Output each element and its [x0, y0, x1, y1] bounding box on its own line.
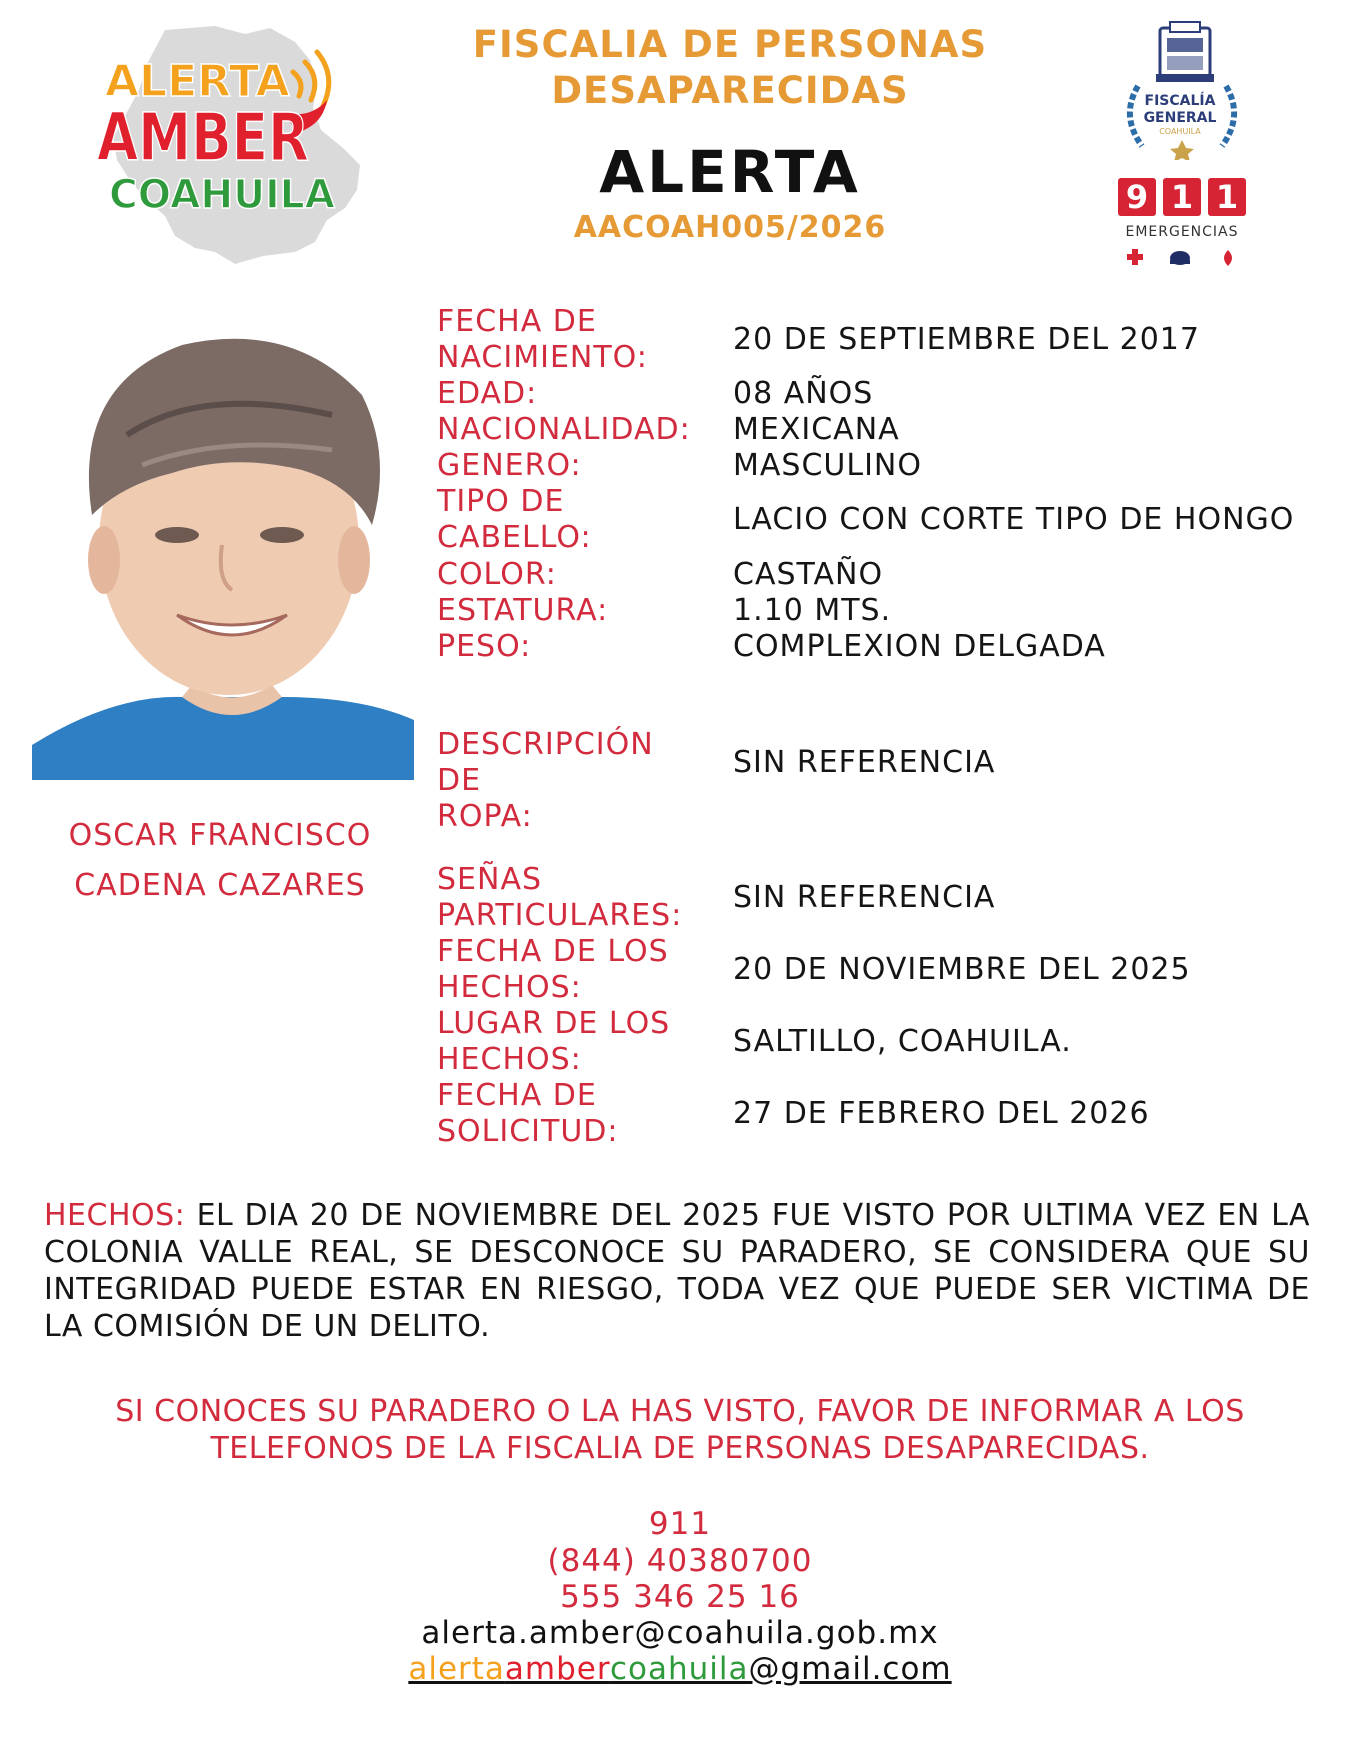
- email-official-link[interactable]: alerta.amber@coahuila.gob.mx: [421, 1615, 939, 1651]
- missing-person-photo: [32, 325, 414, 780]
- field-label-birth-date: [437, 304, 707, 376]
- phone-national[interactable]: 555 346 25 16: [560, 1579, 800, 1615]
- fiscalia-seal-line3: COAHUILA: [1159, 127, 1201, 136]
- field-value-clothing: SIN REFERENCIA: [733, 745, 996, 780]
- label-line: FECHA DE: [437, 304, 597, 339]
- label-line: ROPA:: [437, 799, 533, 834]
- logo-text-coahuila: COAHUILA: [109, 172, 336, 218]
- alert-code: AACOAH005/2026: [573, 210, 887, 245]
- red-cross-icon: [1127, 249, 1143, 265]
- facts-paragraph: [44, 1197, 1310, 1345]
- facts-text: EL DIA 20 DE NOVIEMBRE DEL 2025 FUE VISTO POR ULTIMA VEZ EN LA COLONIA VALLE REAL, SE DESCONOCE SU PARADERO, SE CONSIDERA QUE SU INTEGRIDAD PUEDE ESTAR EN RIESGO, TODA VEZ QUE PUEDE SER VICTIMA DE LA COMISIÓN DE UN DELITO.: [44, 1198, 1310, 1344]
- field-label-nationality: NACIONALIDAD:: [437, 412, 691, 447]
- fiscalia-seal-line2: GENERAL: [1143, 110, 1217, 126]
- email-part-domain: @gmail.com: [748, 1651, 952, 1687]
- emergency-label: EMERGENCIAS: [1125, 224, 1239, 240]
- label-line: CABELLO:: [437, 520, 592, 555]
- field-label-marks: [437, 862, 707, 934]
- fire-icon: [1224, 250, 1232, 266]
- label-line: LUGAR DE LOS: [437, 1006, 671, 1041]
- alerta-amber-logo: [95, 20, 395, 270]
- email-part-coahuila: coahuila: [609, 1651, 749, 1687]
- field-label-weight: PESO:: [437, 629, 532, 664]
- field-label-age: EDAD:: [437, 376, 538, 411]
- police-cap-icon: [1170, 251, 1190, 265]
- emergency-digit: 1: [1163, 178, 1201, 216]
- logo-text-amber: AMBER: [97, 99, 309, 176]
- field-label-color: COLOR:: [437, 557, 557, 592]
- email-part-alerta: alerta: [408, 1651, 505, 1687]
- field-label-clothing: [437, 727, 707, 835]
- logo-text-alerta: ALERTA: [105, 56, 290, 107]
- facts-label: HECHOS:: [44, 1198, 186, 1233]
- emergency-icons: [1118, 246, 1246, 268]
- phone-local[interactable]: (844) 40380700: [547, 1543, 813, 1579]
- label-line: HECHOS:: [437, 1042, 582, 1077]
- call-to-action-line2: TELEFONOS DE LA FISCALIA DE PERSONAS DESAPARECIDAS.: [210, 1431, 1150, 1466]
- label-line: NACIMIENTO:: [437, 340, 648, 375]
- call-to-action: [60, 1393, 1300, 1467]
- email-part-amber: amber: [504, 1651, 610, 1687]
- field-value-event-place: SALTILLO, COAHUILA.: [733, 1024, 1072, 1059]
- field-value-request-date: 27 DE FEBRERO DEL 2026: [733, 1096, 1150, 1131]
- phone-911[interactable]: 911: [648, 1506, 712, 1542]
- field-value-age: 08 AÑOS: [733, 376, 874, 411]
- field-label-event-place: [437, 1006, 707, 1078]
- emergency-911-badge: [1118, 178, 1246, 216]
- label-line: HECHOS:: [437, 970, 582, 1005]
- field-label-hair-type: [437, 484, 707, 556]
- label-line: FECHA DE LOS: [437, 934, 669, 969]
- field-value-hair-type: LACIO CON CORTE TIPO DE HONGO: [733, 502, 1295, 537]
- person-name-line1: OSCAR FRANCISCO: [68, 818, 372, 853]
- call-to-action-line1: SI CONOCES SU PARADERO O LA HAS VISTO, FAVOR DE INFORMAR A LOS: [115, 1394, 1245, 1429]
- field-value-marks: SIN REFERENCIA: [733, 880, 996, 915]
- label-line: SEÑAS: [437, 862, 543, 897]
- field-label-event-date: [437, 934, 707, 1006]
- field-label-gender: GENERO:: [437, 448, 582, 483]
- label-line: SOLICITUD:: [437, 1114, 619, 1149]
- person-name-line2: CADENA CAZARES: [74, 868, 366, 903]
- field-value-weight: COMPLEXION DELGADA: [733, 629, 1106, 664]
- agency-name-line2: DESAPARECIDAS: [551, 69, 909, 112]
- alert-title: ALERTA: [599, 138, 861, 206]
- emergency-digit: 1: [1208, 178, 1246, 216]
- emergency-digit: 9: [1118, 178, 1156, 216]
- fiscalia-seal-line1: FISCALÍA: [1144, 93, 1216, 109]
- label-line: PARTICULARES:: [437, 898, 683, 933]
- field-value-event-date: 20 DE NOVIEMBRE DEL 2025: [733, 952, 1191, 987]
- email-gmail-link[interactable]: [330, 1651, 1030, 1687]
- field-value-color: CASTAÑO: [733, 557, 884, 592]
- field-label-request-date: [437, 1078, 707, 1150]
- label-line: FECHA DE: [437, 1078, 597, 1113]
- label-line: TIPO DE: [437, 484, 565, 519]
- state-coat-of-arms-icon: [1140, 18, 1230, 88]
- field-value-nationality: MEXICANA: [733, 412, 900, 447]
- agency-name-line1: FISCALIA DE PERSONAS: [472, 23, 988, 66]
- coahuila-map-silhouette: [95, 20, 395, 270]
- field-value-gender: MASCULINO: [733, 448, 922, 483]
- field-value-height: 1.10 MTS.: [733, 593, 892, 628]
- label-line: DESCRIPCIÓN DE: [437, 727, 654, 798]
- field-label-height: ESTATURA:: [437, 593, 609, 628]
- field-value-birth-date: 20 DE SEPTIEMBRE DEL 2017: [733, 322, 1200, 357]
